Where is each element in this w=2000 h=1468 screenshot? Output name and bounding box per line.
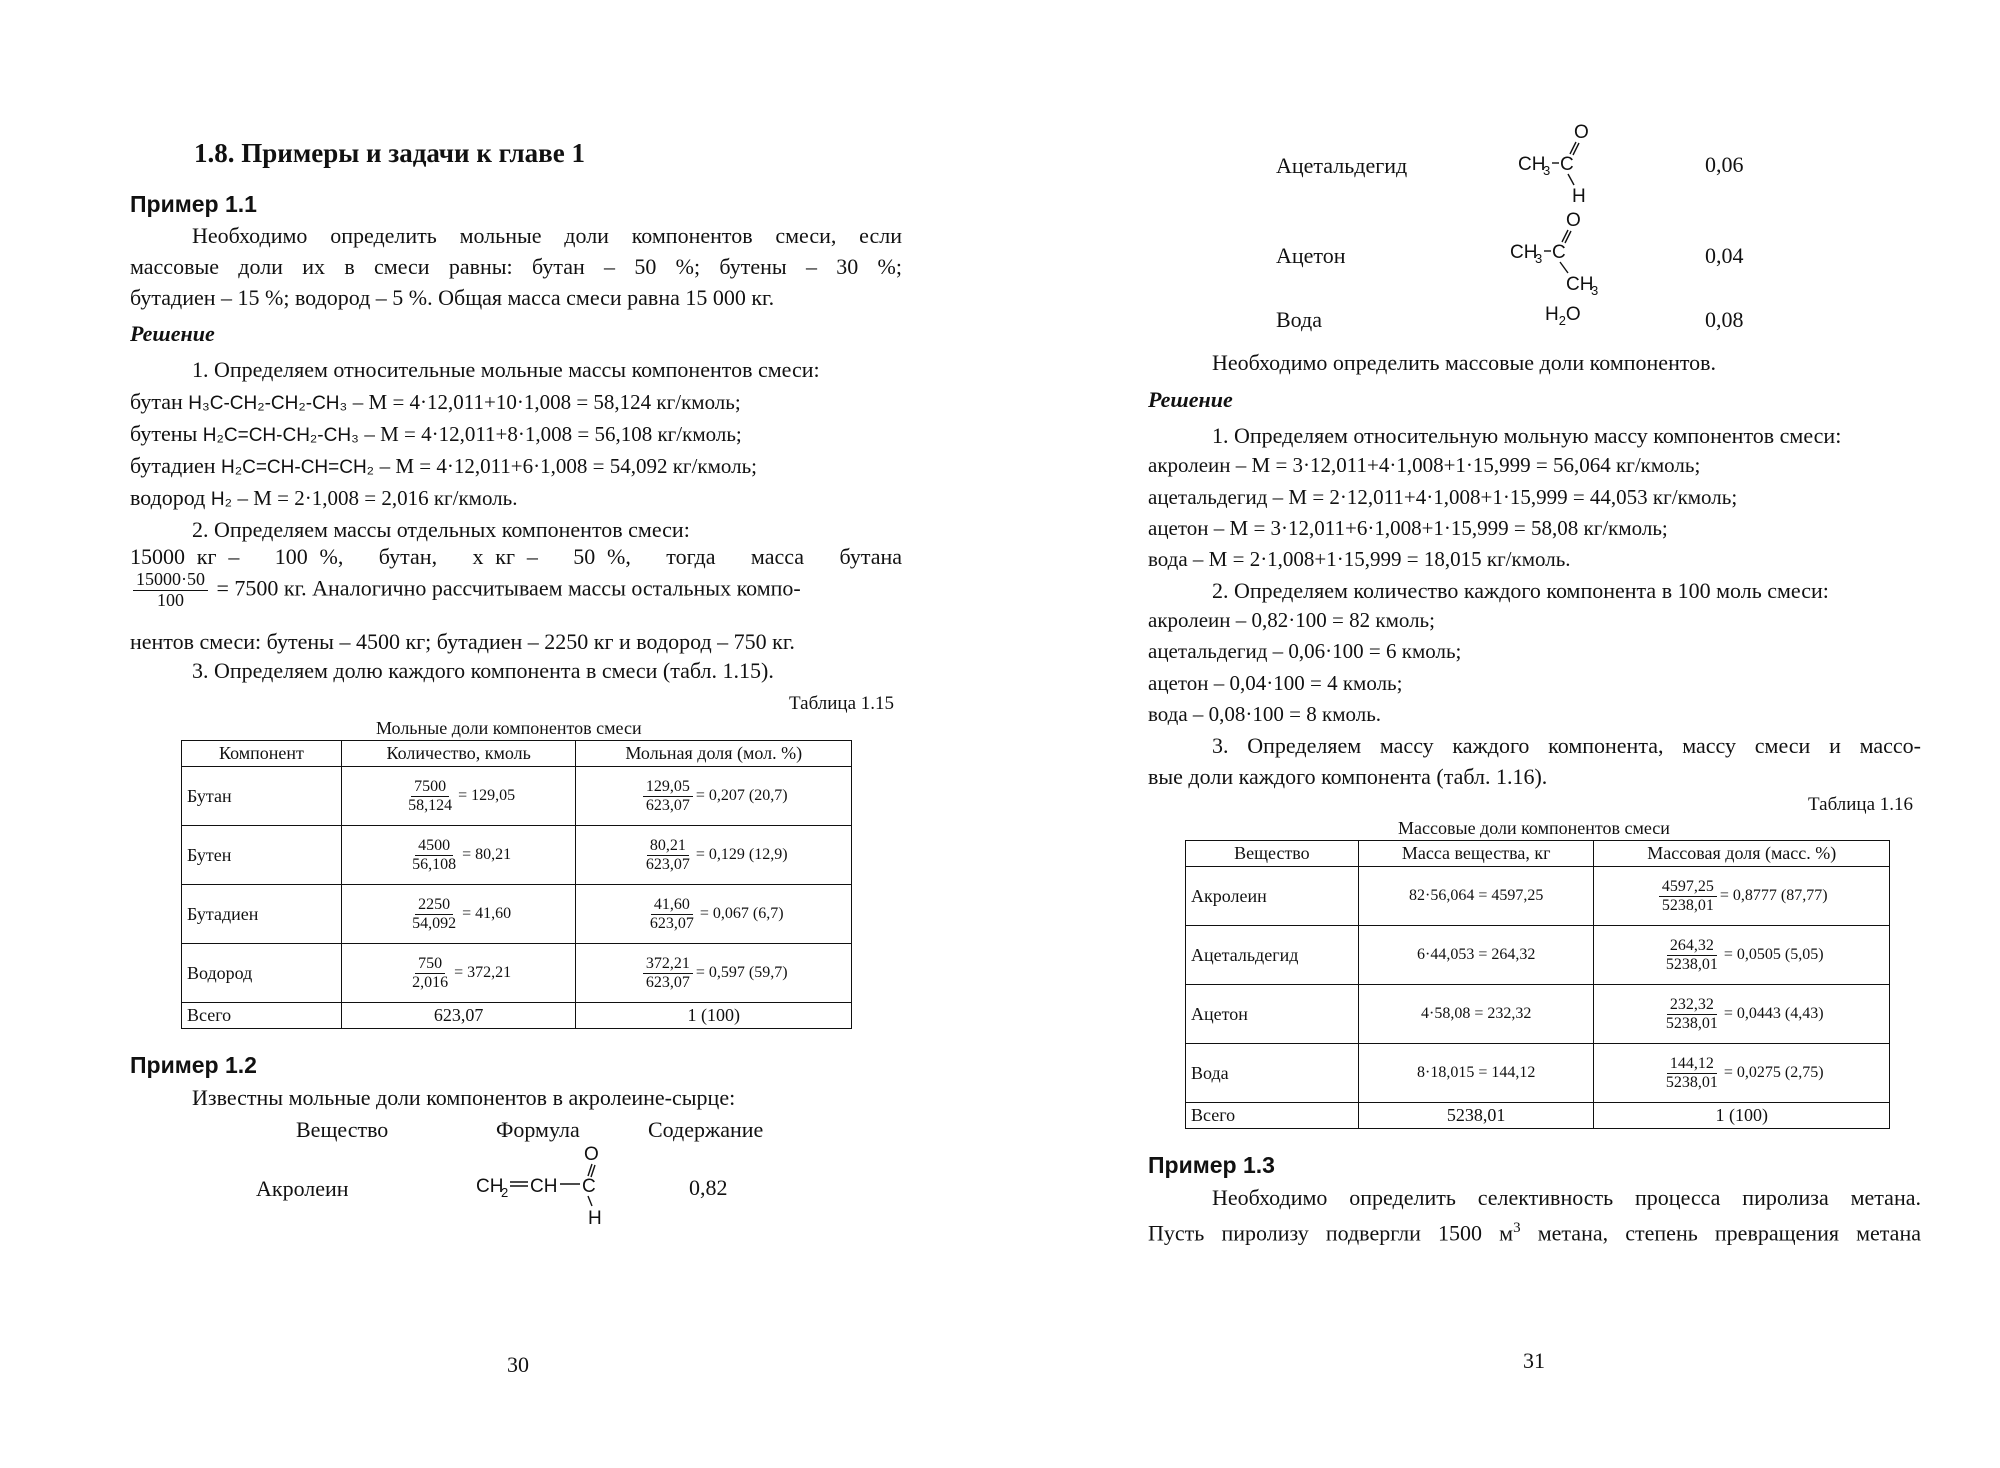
table-cell-quantity: $\frac{750}{2,016}$ = 372,21 — [341, 944, 576, 1003]
right-step-2-text: 2. Определяем количество каждого компонента в 100 моль смеси: — [1212, 578, 1829, 603]
butane-mass-fraction — [133, 570, 208, 611]
table-total-fraction: 1 (100) — [1594, 1103, 1890, 1129]
step-1-text: 1. Определяем относительные мольные массы компонентов смеси: — [192, 357, 820, 382]
mm-water: вода – M = 2·1,008+1·15,999 = 18,015 кг/кмоль. — [1148, 547, 1571, 571]
step-2-line-2 — [130, 570, 902, 611]
acetaldehyde-value: 0,06 — [1705, 152, 1744, 177]
svg-text:C: C — [1560, 154, 1574, 175]
step-2-text: 2. Определяем массы отдельных компонентов смеси: — [192, 517, 690, 542]
qty-acetaldehyde: ацетальдегид – 0,06·100 = 6 кмоль; — [1148, 639, 1462, 663]
table-cell-name: Акролеин — [1186, 867, 1359, 926]
svg-text:CH: CH — [476, 1176, 504, 1197]
qty-acrolein: акролеин – 0,82·100 = 82 кмоль; — [1148, 608, 1435, 632]
table-1-15-header-component: Компонент — [182, 741, 342, 767]
water-value: 0,08 — [1705, 307, 1744, 332]
butane-name: бутан — [130, 389, 183, 414]
qty-water: вода – 0,08·100 = 8 кмоль. — [1148, 702, 1382, 726]
step-3-text: 3. Определяем долю каждого компонента в смеси (табл. 1.15). — [192, 658, 774, 683]
example-3-line-1: Необходимо определить селективность процесса пиролиза метана. — [1212, 1185, 1921, 1210]
butane-mass-fraction-num: 15000·50 — [133, 570, 208, 591]
svg-text:O: O — [1574, 122, 1589, 143]
step-2-line-1: 15000 кг – 100 %, бутан, x кг – 50 %, тогда масса бутана — [130, 544, 902, 569]
mm-acrolein: акролеин – M = 3·12,011+4·1,008+1·15,999 = 56,064 кг/кмоль; — [1148, 453, 1701, 477]
table-cell-fraction: $\frac{232,32}{5238,01}$ = 0,0443 (4,43) — [1594, 985, 1890, 1044]
table-cell-name: Бутан — [182, 767, 342, 826]
example-3-line-2: Пусть пиролизу подвергли 1500 $м^3$ метана, степень превращения метана — [1148, 1220, 1921, 1246]
table-cell-fraction: $\frac{144,12}{5238,01}$ = 0,0275 (2,75) — [1594, 1044, 1890, 1103]
table-1-15-caption: Мольные доли компонентов смеси — [376, 718, 642, 738]
step-2-line-3: нентов смеси: бутены – 4500 кг; бутадиен – 2250 кг и водород – 750 кг. — [130, 629, 795, 654]
table-1-16-caption: Массовые доли компонентов смеси — [1398, 818, 1670, 838]
table-cell-fraction: $\frac{4597,25}{5238,01}$ = 0,8777 (87,77) — [1594, 867, 1890, 926]
svg-text:C: C — [582, 1176, 596, 1197]
table-row — [1186, 1044, 1890, 1103]
table-total-row — [182, 1003, 852, 1029]
butane-formula: H₃C-CH₂-CH₂-CH₃ — [188, 393, 348, 414]
table-cell-name: Бутадиен — [182, 885, 342, 944]
table-cell-name: Бутен — [182, 826, 342, 885]
table-1-16-header-substance: Вещество — [1186, 841, 1359, 867]
col-content: Содержание — [648, 1117, 764, 1142]
table-total-label: Всего — [1186, 1103, 1359, 1129]
table-row — [182, 826, 852, 885]
page-number-left: 30 — [507, 1352, 529, 1377]
table-row — [182, 767, 852, 826]
svg-text:H: H — [588, 1208, 602, 1229]
svg-text:3: 3 — [1535, 251, 1543, 266]
example-1-statement-line-2: массовые доли их в смеси равны: бутан – 50 %; бутены – 30 %; — [130, 254, 902, 279]
table-1-16-label: Таблица 1.16 — [1808, 794, 1914, 815]
acetone-value: 0,04 — [1705, 243, 1744, 268]
hydrogen-name: водород — [130, 485, 206, 510]
example-1-title: Пример 1.1 — [130, 191, 257, 217]
right-step-3-line-1: 3. Определяем массу каждого компонента, массу смеси и массо- — [1212, 733, 1921, 758]
svg-text:3: 3 — [1591, 283, 1599, 296]
acetaldehyde-name: Ацетальдегид — [1276, 153, 1408, 178]
col-formula: Формула — [496, 1117, 580, 1142]
table-1-15-header-quantity: Количество, кмоль — [341, 741, 576, 767]
water-name: Вода — [1276, 307, 1322, 332]
page-number-right: 31 — [1523, 1348, 1545, 1373]
butenes-name: бутены — [130, 421, 198, 446]
svg-text:CH: CH — [1518, 154, 1546, 175]
table-cell-mass: 8·18,015 = 144,12 — [1358, 1044, 1594, 1103]
butadiene-name: бутадиен — [130, 453, 216, 478]
table-cell-mass: 4·58,08 = 232,32 — [1358, 985, 1594, 1044]
table-row — [1186, 867, 1890, 926]
butadiene-formula: H₂C=CH-CH=CH₂ — [221, 457, 375, 478]
svg-text:2: 2 — [501, 1185, 509, 1200]
acetaldehyde-structure — [1516, 118, 1606, 206]
table-1-15-header-fraction: Мольная доля (мол. %) — [576, 741, 852, 767]
table-1-16-header-mass: Масса вещества, кг — [1358, 841, 1594, 867]
table-cell-name: Водород — [182, 944, 342, 1003]
step-2-line-2-rest: = 7500 кг. Аналогично рассчитываем массы остальных компо- — [216, 575, 801, 601]
example-3-title: Пример 1.3 — [1148, 1152, 1275, 1178]
right-step-3-line-2: вые доли каждого компонента (табл. 1.16). — [1148, 764, 1548, 789]
table-total-row — [1186, 1103, 1890, 1129]
table-1-16-header-fraction: Массовая доля (масс. %) — [1594, 841, 1890, 867]
right-step-1-text: 1. Определяем относительную мольную массу компонентов смеси: — [1212, 423, 1842, 448]
table-row — [1186, 985, 1890, 1044]
table-row — [1186, 926, 1890, 985]
table-row — [182, 885, 852, 944]
svg-text:O: O — [584, 1144, 599, 1165]
table-1-16 — [1185, 840, 1890, 1129]
table-cell-mass: 82·56,064 = 4597,25 — [1358, 867, 1594, 926]
table-cell-name: Вода — [1186, 1044, 1359, 1103]
svg-text:H: H — [1572, 186, 1586, 206]
molar-mass-hydrogen — [130, 482, 518, 515]
table-cell-fraction: $\frac{80,21}{623,07}$ = 0,129 (12,9) — [576, 826, 852, 885]
col-substance: Вещество — [296, 1117, 389, 1142]
acetone-structure — [1508, 206, 1608, 296]
svg-text:CH: CH — [530, 1176, 558, 1197]
task-text: Необходимо определить массовые доли компонентов. — [1212, 350, 1717, 375]
table-cell-name: Ацетальдегид — [1186, 926, 1359, 985]
table-cell-quantity: $\frac{2250}{54,092}$ = 41,60 — [341, 885, 576, 944]
table-cell-name: Ацетон — [1186, 985, 1359, 1044]
svg-text:3: 3 — [1543, 163, 1551, 178]
svg-text:CH: CH — [1510, 242, 1538, 263]
acrolein-structure — [472, 1140, 612, 1230]
table-cell-fraction: $\frac{372,21}{623,07}$ = 0,597 (59,7) — [576, 944, 852, 1003]
molar-mass-butadiene — [130, 450, 757, 483]
butane-calc: – M = 4·12,011+10·1,008 = 58,124 кг/кмоль; — [352, 390, 741, 414]
acetone-name: Ацетон — [1276, 243, 1346, 268]
svg-text:CH: CH — [1566, 274, 1594, 295]
table-total-mass: 5238,01 — [1358, 1103, 1594, 1129]
water-formula: $H_2O$ — [1545, 304, 1581, 328]
acrolein-value: 0,82 — [689, 1175, 728, 1200]
table-row — [182, 944, 852, 1003]
butadiene-calc: – M = 4·12,011+6·1,008 = 54,092 кг/кмоль; — [379, 454, 757, 478]
example-2-title: Пример 1.2 — [130, 1052, 257, 1078]
butane-mass-fraction-den: 100 — [157, 589, 184, 610]
table-cell-quantity: $\frac{7500}{58,124}$ = 129,05 — [341, 767, 576, 826]
acrolein-name: Акролеин — [256, 1176, 349, 1201]
table-cell-fraction: $\frac{264,32}{5238,01}$ = 0,0505 (5,05) — [1594, 926, 1890, 985]
example-1-statement-line-1: Необходимо определить мольные доли компонентов смеси, если — [192, 223, 902, 248]
section-title: 1.8. Примеры и задачи к главе 1 — [194, 138, 585, 168]
mm-acetone: ацетон – M = 3·12,011+6·1,008+1·15,999 = 58,08 кг/кмоль; — [1148, 516, 1668, 540]
solution-title-2: Решение — [1148, 387, 1233, 412]
qty-acetone: ацетон – 0,04·100 = 4 кмоль; — [1148, 671, 1403, 695]
table-cell-quantity: $\frac{4500}{56,108}$ = 80,21 — [341, 826, 576, 885]
table-1-15-label: Таблица 1.15 — [789, 693, 895, 714]
svg-text:C: C — [1552, 242, 1566, 263]
molar-mass-butane — [130, 386, 741, 419]
table-total-fraction: 1 (100) — [576, 1003, 852, 1029]
solution-title-1: Решение — [130, 321, 215, 346]
mm-acetaldehyde: ацетальдегид – M = 2·12,011+4·1,008+1·15,999 = 44,053 кг/кмоль; — [1148, 485, 1738, 509]
molar-mass-butenes — [130, 418, 742, 451]
example-2-statement: Известны мольные доли компонентов в акролеине-сырце: — [192, 1085, 736, 1110]
example-1-statement-line-3: бутадиен – 15 %; водород – 5 %. Общая масса смеси равна 15 000 кг. — [130, 285, 775, 310]
table-total-label: Всего — [182, 1003, 342, 1029]
butenes-formula: H₂C=CH-CH₂-CH₃ — [202, 425, 359, 446]
table-cell-fraction: $\frac{41,60}{623,07}$ = 0,067 (6,7) — [576, 885, 852, 944]
table-1-15 — [181, 740, 852, 1029]
butenes-calc: – M = 4·12,011+8·1,008 = 56,108 кг/кмоль; — [364, 422, 742, 446]
table-cell-fraction: $\frac{129,05}{623,07}$ = 0,207 (20,7) — [576, 767, 852, 826]
hydrogen-formula: H₂ — [210, 489, 232, 510]
table-total-quantity: 623,07 — [341, 1003, 576, 1029]
svg-text:O: O — [1566, 210, 1581, 231]
table-cell-mass: 6·44,053 = 264,32 — [1358, 926, 1594, 985]
right-page — [1000, 0, 2000, 1468]
hydrogen-calc: – M = 2·1,008 = 2,016 кг/кмоль. — [237, 486, 518, 510]
